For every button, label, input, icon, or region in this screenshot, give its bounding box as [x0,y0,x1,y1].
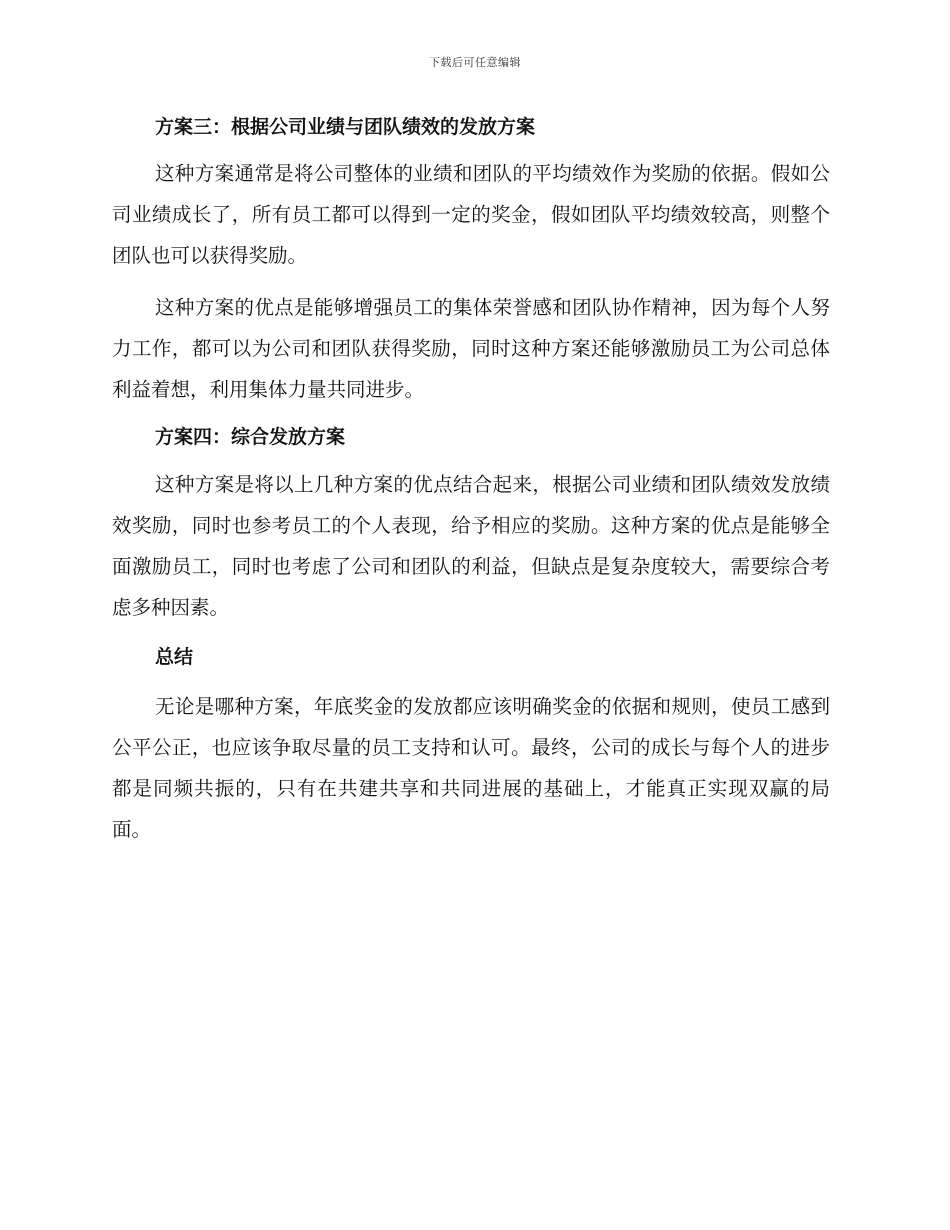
document-body [112,110,830,850]
section-title-plan-3: 方案三：根据公司业绩与团队绩效的发放方案 [155,116,536,138]
section-paragraph: 这种方案是将以上几种方案的优点结合起来，根据公司业绩和团队绩效发放绩效奖励，同时也参考员工的个人表现，给予相应的奖励。这种方案的优点是能够全面激励员工，同时也考虑了公司和团队的利益，但缺点是复杂度较大，需要综合考虑多种因素。 [112,473,830,619]
section-paragraph: 这种方案通常是将公司整体的业绩和团队的平均绩效作为奖励的依据。假如公司业绩成长了，所有员工都可以得到一定的奖金，假如团队平均绩效较高，则整个团队也可以获得奖励。 [112,162,830,267]
section-paragraph: 无论是哪种方案，年底奖金的发放都应该明确奖金的依据和规则，使员工感到公平公正，也应该争取尽量的员工支持和认可。最终，公司的成长与每个人的进步都是同频共振的，只有在共建共享和共同进展的基础上，才能真正实现双赢的局面。 [112,695,830,841]
section-title-plan-4: 方案四：综合发放方案 [155,426,346,448]
section-title-summary: 总结 [155,646,194,668]
section-paragraph: 这种方案的优点是能够增强员工的集体荣誉感和团队协作精神，因为每个人努力工作，都可以为公司和团队获得奖励，同时这种方案还能够激励员工为公司总体利益着想，利用集体力量共同进步。 [112,296,830,401]
header-note: 下载后可任意编辑 [429,56,521,69]
